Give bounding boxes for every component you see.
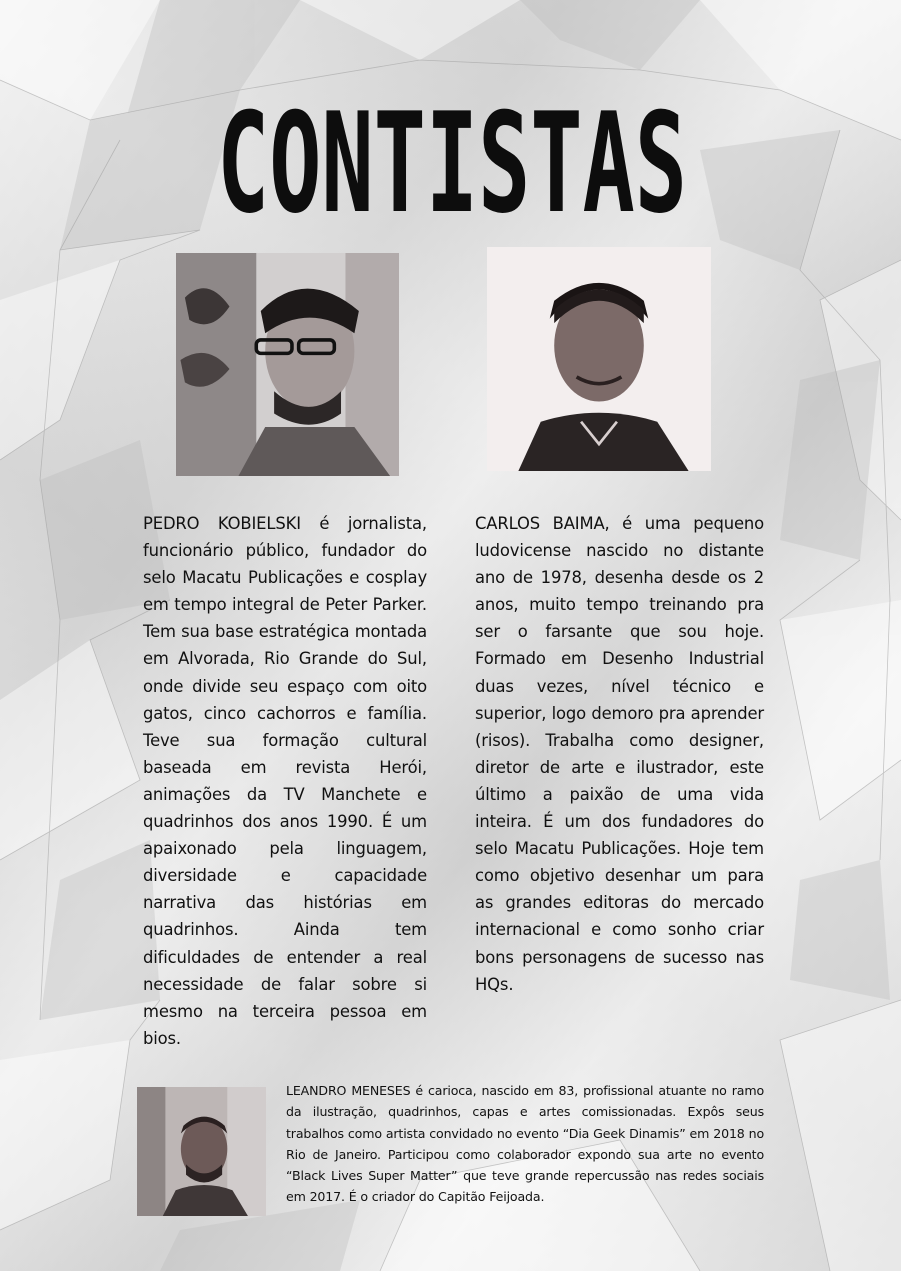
bio-leandro-meneses: LEANDRO MENESES é carioca, nascido em 83, profissional atuante no ramo da ilustração, quadrinhos, capas e artes comissionadas. Expôs seus trabalhos como artista convidado no evento “Dia Geek Dinamis” em 2018 no Rio de Janeiro. Participou como colaborador expondo sua arte no evento “Black Lives Super Matter” que teve grande repercussão nas redes sociais em 2017. É o criador do Capitão Feijoada. bbox=[286, 1083, 764, 1205]
portrait-photo-icon bbox=[176, 253, 399, 476]
bio-pedro-kobielski: PEDRO KOBIELSKI é jornalista, funcionário público, fundador do selo Macatu Publicações e cosplay em tempo integral de Peter Parker. Tem sua base estratégica montada em Alvorada, Rio Grande do Sul, onde divide seu espaço com oito gatos, cinco cachorros e família. Teve sua formação cultural baseada em revista Herói, animações da TV Manchete e quadrinhos dos anos 1990. É um apaixonado pela linguagem, diversidade e capacidade narrativa das histórias em quadrinhos. Ainda tem dificuldades de entender a real necessidade de falar sobre si mesmo na terceira pessoa em bios. bbox=[143, 514, 427, 1048]
avatar-carlos-baima bbox=[487, 247, 711, 471]
page-title bbox=[214, 78, 690, 244]
page-title-text: CONTISTAS bbox=[217, 83, 687, 244]
portrait-photo-icon bbox=[137, 1087, 266, 1216]
avatar-leandro-meneses bbox=[137, 1087, 266, 1216]
bio-carlos-baima: CARLOS BAIMA, é uma pequeno ludovicense nascido no distante ano de 1978, desenha desde os 2 anos, muito tempo treinando pra ser o farsante que sou hoje. Formado em Desenho Industrial duas vezes, nível técnico e superior, logo demoro pra aprender (risos). Trabalha como designer, diretor de arte e ilustrador, este último a paixão de uma vida inteira. É um dos fundadores do selo Macatu Publicações. Hoje tem como objetivo desenhar um para as grandes editoras do mercado internacional e como sonho criar bons personagens de sucesso nas HQs. bbox=[475, 514, 764, 994]
portrait-photo-icon bbox=[487, 247, 711, 471]
avatar-pedro-kobielski bbox=[176, 253, 399, 476]
